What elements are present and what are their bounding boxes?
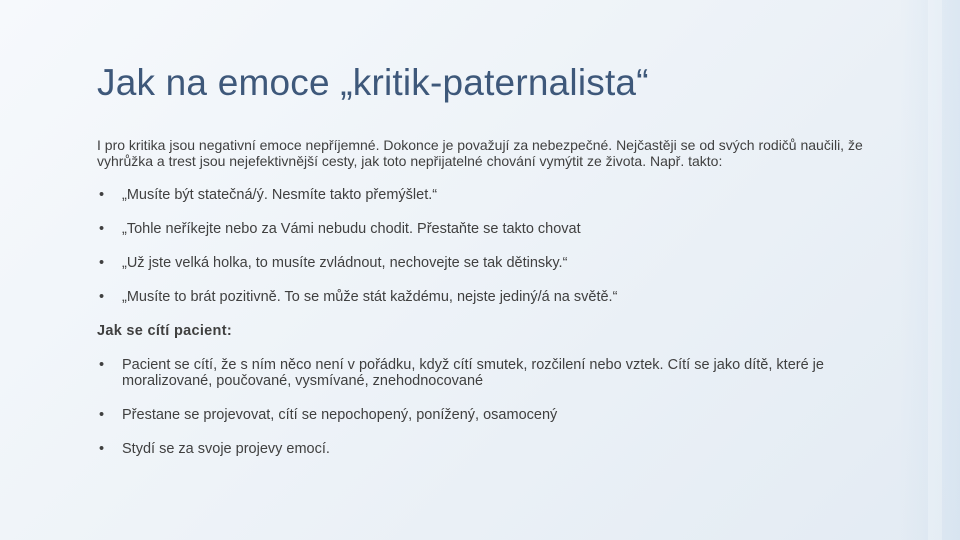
list-item xyxy=(97,441,887,457)
quote-list xyxy=(97,187,887,305)
list-item xyxy=(97,289,887,305)
list-item xyxy=(97,357,887,389)
patient-point-text: Pacient se cítí, že s ním něco není v pořádku, když cítí smutek, rozčilení nebo vztek. Cítí se jako dítě, které je moralizované, poučované, vysmívané, znehodnocované xyxy=(122,357,824,389)
patient-point-text: Stydí se za svoje projevy emocí. xyxy=(122,441,330,457)
bullet-icon: • xyxy=(99,221,105,237)
list-item xyxy=(97,221,887,237)
bullet-icon: • xyxy=(99,187,105,203)
quote-text: „Musíte to brát pozitivně. To se může stát každému, nejste jediný/á na světě.“ xyxy=(122,289,618,305)
decorative-stripe xyxy=(928,0,942,540)
quote-text: „Tohle neříkejte nebo za Vámi nebudu chodit. Přestaňte se takto chovat xyxy=(122,221,581,237)
patient-point-text: Přestane se projevovat, cítí se nepochopený, ponížený, osamocený xyxy=(122,407,558,423)
quote-text: „Už jste velká holka, to musíte zvládnout, nechovejte se tak dětinsky.“ xyxy=(122,255,568,271)
intro-paragraph: I pro kritika jsou negativní emoce nepříjemné. Dokonce je považují za nebezpečné. Nejčastěji se od svých rodičů naučili, že vyhrůžka a trest jsou nejefektivnější cesty, jak toto nepřijatelné chování vymýtit ze života. Např. takto: xyxy=(97,137,863,169)
list-item xyxy=(97,407,887,423)
slide-content xyxy=(97,137,887,475)
list-item xyxy=(97,255,887,271)
bullet-icon: • xyxy=(99,289,105,305)
bullet-icon: • xyxy=(99,407,105,423)
bullet-icon: • xyxy=(99,255,105,271)
bullet-icon: • xyxy=(99,441,105,457)
section-heading: Jak se cítí pacient: xyxy=(97,323,232,339)
quote-text: „Musíte být statečná/ý. Nesmíte takto přemýšlet.“ xyxy=(122,187,438,203)
patient-feelings-list xyxy=(97,357,887,457)
slide-title: Jak na emoce „kritik-paternalista“ xyxy=(97,62,649,103)
list-item xyxy=(97,187,887,203)
bullet-icon: • xyxy=(99,357,105,373)
